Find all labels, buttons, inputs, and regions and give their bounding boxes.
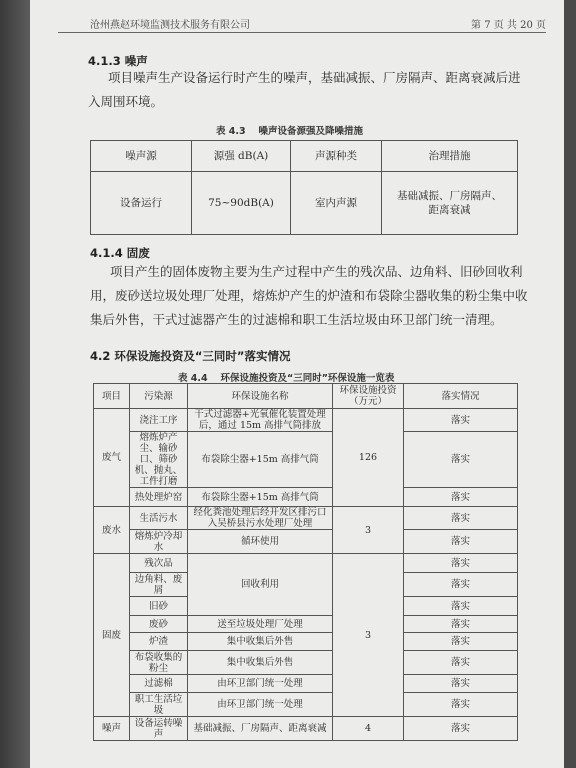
category-cell: 固废: [94, 554, 130, 717]
header-cell: 声源种类: [291, 141, 382, 172]
table-row: [94, 507, 518, 530]
table-row: [94, 554, 518, 573]
status-cell: 落实: [404, 573, 518, 597]
header-cell: 环保设施名称: [188, 384, 333, 409]
facility-cell: 布袋除尘器+15m 高排气筒: [188, 488, 333, 507]
solid-waste-paragraph-line1: 项目产生的固体废物主要为生产过程中产生的残次品、边角料、旧砂回收利: [110, 264, 523, 279]
status-cell: 落实: [404, 633, 518, 651]
section-heading-solid-waste: 4.1.4 固废: [90, 246, 150, 260]
section-heading-noise: 4.1.3 噪声: [88, 54, 148, 68]
table-header-row: [91, 141, 518, 172]
source-cell: 浇注工序: [130, 409, 188, 432]
table-row: [94, 693, 518, 717]
facility-cell: 回收利用: [188, 554, 333, 616]
facility-cell: 循环使用: [188, 530, 333, 554]
investment-cell: 3: [333, 507, 404, 554]
header-cell: 噪声源: [91, 141, 192, 172]
investment-cell: 3: [333, 554, 404, 717]
status-cell: 落实: [404, 554, 518, 573]
status-cell: 落实: [404, 530, 518, 554]
table-row: [94, 488, 518, 507]
facility-cell: 由环卫部门统一处理: [188, 693, 333, 717]
header-cell: 污染源: [130, 384, 188, 409]
table-row: [94, 530, 518, 554]
status-cell: 落实: [404, 717, 518, 741]
source-cell: 炉渣: [130, 633, 188, 651]
header-cell: 源强 dB(A): [192, 141, 291, 172]
noise-paragraph-line1: 项目噪声生产设备运行时产生的噪声，基础减振、厂房隔声、距离衰减后进: [108, 70, 521, 85]
table-cell: 基础减振、厂房隔声、距离衰减: [382, 172, 518, 235]
table-row: [94, 633, 518, 651]
facility-cell: 基础减振、厂房隔声、距离衰减: [188, 717, 333, 741]
header-cell: 落实情况: [404, 384, 518, 409]
header-cell: 项目: [94, 384, 130, 409]
source-cell: 旧砂: [130, 597, 188, 616]
facility-cell: 布袋除尘器+15m 高排气筒: [188, 432, 333, 488]
noise-paragraph-line2: 入周围环境。: [88, 94, 164, 109]
facility-cell: 集中收集后外售: [188, 651, 333, 675]
table-4-3-caption: 表 4.3 噪声设备源强及降噪措施: [216, 126, 363, 137]
header-cell: 环保设施投资（万元）: [333, 384, 404, 409]
investment-cell: 4: [333, 717, 404, 741]
source-cell: 热处理炉窑: [130, 488, 188, 507]
status-cell: 落实: [404, 693, 518, 717]
source-cell: 过滤棉: [130, 675, 188, 693]
table-row: [94, 616, 518, 633]
table-cell: 75~90dB(A): [192, 172, 291, 235]
page-shadow: [0, 0, 30, 768]
table-4-4-caption: 表 4.4 环保设施投资及“三同时”环保设施一览表: [178, 373, 395, 384]
table-row: [94, 409, 518, 432]
section-heading-investment: 4.2 环保设施投资及“三同时”落实情况: [90, 349, 291, 363]
table-row: [94, 717, 518, 741]
source-cell: 熔炼炉冷却水: [130, 530, 188, 554]
source-cell: 熔炼炉产尘、输砂口、筛砂机、抛丸、工件打磨: [130, 432, 188, 488]
source-cell: 布袋收集的粉尘: [130, 651, 188, 675]
facility-cell: 干式过滤器+光氧催化装置处理后，通过 15m 高排气筒排放: [188, 409, 333, 432]
status-cell: 落实: [404, 597, 518, 616]
category-cell: 噪声: [94, 717, 130, 741]
status-cell: 落实: [404, 651, 518, 675]
facility-cell: 由环卫部门统一处理: [188, 675, 333, 693]
solid-waste-paragraph-line2: 用，废砂送垃圾处理厂处理，熔炼炉产生的炉渣和布袋除尘器收集的粉尘集中收: [90, 288, 528, 303]
source-cell: 职工生活垃圾: [130, 693, 188, 717]
category-cell: 废气: [94, 409, 130, 507]
source-cell: 边角料、废屑: [130, 573, 188, 597]
table-row: [91, 172, 518, 235]
status-cell: 落实: [404, 507, 518, 530]
status-cell: 落实: [404, 488, 518, 507]
source-cell: 残次品: [130, 554, 188, 573]
table-row: [94, 432, 518, 488]
table-header-row: [94, 384, 518, 409]
facility-cell: 经化粪池处理后经开发区排污口入吴桥县污水处理厂处理: [188, 507, 333, 530]
header-page-number: 第 7 页 共 20 页: [471, 20, 546, 31]
table-environmental-facilities: [93, 383, 518, 741]
status-cell: 落实: [404, 675, 518, 693]
source-cell: 生活污水: [130, 507, 188, 530]
status-cell: 落实: [404, 432, 518, 488]
header-company: 沧州燕赵环境监测技术服务有限公司: [90, 20, 250, 31]
page-header: [58, 14, 546, 33]
source-cell: 设备运转噪声: [130, 717, 188, 741]
source-cell: 废砂: [130, 616, 188, 633]
table-cell: 设备运行: [91, 172, 192, 235]
solid-waste-paragraph-line3: 集后外售，干式过滤器产生的过滤棉和职工生活垃圾由环卫部门统一清理。: [90, 312, 503, 327]
facility-cell: 送至垃圾处理厂处理: [188, 616, 333, 633]
table-noise-sources: [90, 140, 518, 235]
facility-cell: 集中收集后外售: [188, 633, 333, 651]
status-cell: 落实: [404, 616, 518, 633]
table-row: [94, 651, 518, 675]
status-cell: 落实: [404, 409, 518, 432]
category-cell: 废水: [94, 507, 130, 554]
table-cell: 室内声源: [291, 172, 382, 235]
table-row: [94, 675, 518, 693]
header-cell: 治理措施: [382, 141, 518, 172]
investment-cell: 126: [333, 409, 404, 507]
